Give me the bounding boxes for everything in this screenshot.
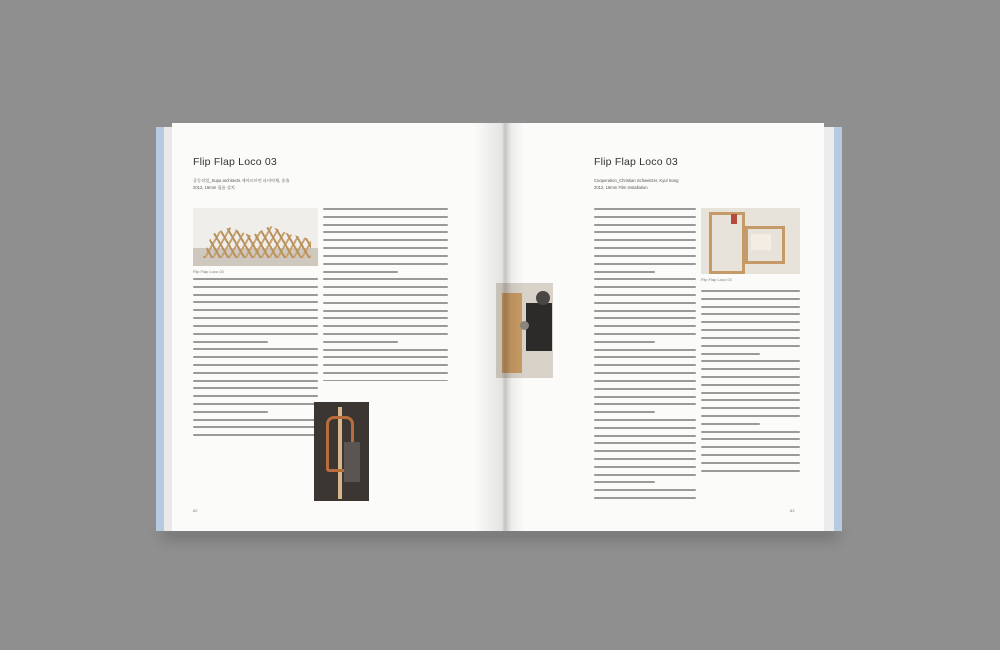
text-line-bar bbox=[701, 431, 800, 433]
text-line bbox=[323, 239, 448, 245]
text-column-2 bbox=[323, 206, 448, 381]
text-line bbox=[594, 380, 696, 386]
text-line bbox=[701, 438, 800, 444]
text-line-bar bbox=[701, 470, 800, 472]
text-line-bar bbox=[594, 396, 696, 398]
text-line-bar bbox=[193, 403, 318, 405]
text-line bbox=[701, 329, 800, 335]
text-line-bar bbox=[193, 348, 318, 350]
photo-caption: Flip Flap Loco 03 bbox=[701, 277, 732, 282]
text-line-bar bbox=[594, 403, 696, 405]
text-line bbox=[323, 364, 448, 370]
text-line bbox=[323, 247, 448, 253]
text-line-bar bbox=[193, 301, 318, 303]
text-line bbox=[193, 356, 318, 362]
text-line-bar bbox=[701, 345, 800, 347]
text-line-bar bbox=[701, 478, 800, 479]
text-line-bar bbox=[594, 435, 696, 437]
text-line-bar bbox=[701, 298, 800, 300]
text-line-bar bbox=[594, 372, 696, 374]
text-line bbox=[594, 310, 696, 316]
text-line bbox=[594, 419, 696, 425]
text-line bbox=[193, 411, 318, 417]
text-line bbox=[701, 290, 800, 296]
text-line-bar bbox=[701, 399, 800, 401]
text-line-bar bbox=[323, 239, 448, 241]
text-line-bar bbox=[594, 278, 696, 280]
text-line-bar bbox=[594, 442, 696, 444]
text-line-bar bbox=[193, 356, 318, 358]
text-line bbox=[701, 306, 800, 312]
text-line bbox=[594, 317, 696, 323]
text-line-bar bbox=[323, 208, 448, 210]
text-line bbox=[594, 481, 696, 487]
text-line bbox=[701, 337, 800, 343]
text-line-bar bbox=[193, 294, 318, 296]
text-line bbox=[701, 470, 800, 476]
text-line-bar bbox=[701, 454, 800, 456]
text-line bbox=[323, 278, 448, 284]
text-line bbox=[193, 395, 318, 401]
text-line bbox=[594, 349, 696, 355]
text-line bbox=[193, 317, 318, 323]
text-line-bar bbox=[323, 325, 448, 327]
text-line bbox=[323, 372, 448, 378]
text-line bbox=[594, 286, 696, 292]
text-line-bar bbox=[594, 419, 696, 421]
text-line-bar bbox=[323, 372, 448, 374]
text-line-bar bbox=[594, 216, 696, 218]
text-line-bar bbox=[193, 380, 318, 382]
text-line bbox=[323, 286, 448, 292]
text-line-bar bbox=[594, 474, 696, 476]
text-line bbox=[701, 446, 800, 452]
text-line bbox=[594, 231, 696, 237]
photo-metal-part bbox=[344, 442, 360, 482]
text-line-bar bbox=[594, 333, 696, 335]
text-line bbox=[594, 403, 696, 409]
text-line-bar bbox=[323, 294, 448, 296]
text-line bbox=[193, 341, 318, 347]
text-line-bar bbox=[594, 317, 696, 319]
text-line-bar bbox=[323, 247, 448, 249]
text-line-bar bbox=[701, 368, 800, 370]
text-column-1 bbox=[594, 206, 696, 499]
right-page bbox=[494, 123, 824, 531]
book-spread bbox=[156, 123, 842, 531]
text-line bbox=[594, 396, 696, 402]
photo-wood-frame bbox=[709, 212, 745, 274]
text-line-bar bbox=[193, 387, 318, 389]
text-line-bar bbox=[323, 349, 448, 351]
page-stack-right bbox=[823, 127, 834, 531]
installation-photo bbox=[193, 208, 318, 266]
text-line-bar bbox=[701, 462, 800, 464]
text-line bbox=[594, 278, 696, 284]
text-line bbox=[323, 310, 448, 316]
text-line bbox=[193, 387, 318, 393]
text-line-bar bbox=[594, 489, 696, 491]
text-line bbox=[323, 231, 448, 237]
text-line-bar bbox=[323, 231, 448, 233]
text-line-bar bbox=[193, 333, 318, 335]
text-line bbox=[594, 247, 696, 253]
text-line bbox=[323, 216, 448, 222]
spine-gutter bbox=[474, 123, 524, 531]
text-line bbox=[594, 263, 696, 269]
text-line bbox=[701, 368, 800, 374]
text-line-bar bbox=[193, 419, 318, 421]
text-line bbox=[323, 302, 448, 308]
text-line-bar bbox=[701, 353, 760, 355]
text-line bbox=[594, 489, 696, 495]
text-line-bar bbox=[193, 309, 318, 311]
text-line bbox=[594, 271, 696, 277]
text-line-bar bbox=[594, 380, 696, 382]
page-number: 62 bbox=[193, 508, 198, 513]
text-line-bar bbox=[323, 286, 448, 288]
page-number: 63 bbox=[790, 508, 795, 513]
text-line bbox=[701, 353, 800, 359]
text-line-bar bbox=[701, 384, 800, 386]
text-line bbox=[323, 317, 448, 323]
text-line-bar bbox=[323, 341, 398, 343]
text-line-bar bbox=[701, 392, 800, 394]
text-line-bar bbox=[594, 458, 696, 460]
text-line bbox=[594, 356, 696, 362]
text-line-bar bbox=[193, 364, 318, 366]
text-line-bar bbox=[323, 271, 398, 273]
text-line bbox=[323, 263, 448, 269]
text-column-1 bbox=[193, 276, 318, 436]
workshop-photo bbox=[701, 208, 800, 274]
text-line-bar bbox=[323, 380, 448, 381]
text-line-bar bbox=[594, 325, 696, 327]
text-line-bar bbox=[193, 434, 318, 436]
text-line bbox=[323, 255, 448, 261]
text-line-bar bbox=[594, 466, 696, 468]
text-line bbox=[594, 466, 696, 472]
text-line bbox=[323, 349, 448, 355]
text-line bbox=[594, 442, 696, 448]
text-line bbox=[701, 454, 800, 460]
text-line bbox=[323, 294, 448, 300]
text-line-bar bbox=[323, 263, 448, 265]
photo-light bbox=[751, 234, 771, 250]
text-line-bar bbox=[594, 364, 696, 366]
text-line-bar bbox=[323, 224, 448, 226]
text-line-bar bbox=[701, 438, 800, 440]
text-line bbox=[323, 208, 448, 214]
text-line-bar bbox=[193, 317, 318, 319]
text-line bbox=[701, 376, 800, 382]
text-line-bar bbox=[701, 423, 760, 425]
text-line bbox=[594, 411, 696, 417]
text-line bbox=[701, 360, 800, 366]
text-line-bar bbox=[323, 310, 448, 312]
text-line bbox=[193, 403, 318, 409]
text-line bbox=[193, 372, 318, 378]
text-line-bar bbox=[594, 388, 696, 390]
text-line-bar bbox=[701, 446, 800, 448]
text-line bbox=[323, 356, 448, 362]
text-line-bar bbox=[701, 313, 800, 315]
text-line-bar bbox=[323, 333, 448, 335]
photo-caption: Flip Flap Loco 03 bbox=[193, 269, 224, 274]
text-line bbox=[193, 434, 318, 436]
text-line bbox=[594, 435, 696, 441]
text-line-bar bbox=[701, 337, 800, 339]
text-line-bar bbox=[594, 411, 655, 413]
text-line-bar bbox=[594, 302, 696, 304]
photo-projector-body bbox=[526, 303, 552, 351]
text-line-bar bbox=[323, 302, 448, 304]
text-line bbox=[193, 301, 318, 307]
left-page bbox=[172, 123, 504, 531]
text-line-bar bbox=[323, 255, 448, 257]
text-line-bar bbox=[193, 325, 318, 327]
cover-edge-right bbox=[834, 127, 842, 531]
text-line-bar bbox=[193, 278, 318, 280]
text-line bbox=[701, 407, 800, 413]
text-line-bar bbox=[594, 481, 655, 483]
text-line-bar bbox=[594, 286, 696, 288]
text-line bbox=[323, 325, 448, 331]
text-line bbox=[594, 497, 696, 499]
text-line bbox=[701, 415, 800, 421]
text-line bbox=[701, 478, 800, 479]
text-line bbox=[193, 380, 318, 386]
text-line-bar bbox=[701, 329, 800, 331]
text-line bbox=[701, 321, 800, 327]
text-line-bar bbox=[594, 310, 696, 312]
text-line bbox=[594, 216, 696, 222]
text-line bbox=[193, 286, 318, 292]
text-line bbox=[594, 450, 696, 456]
text-line-bar bbox=[701, 360, 800, 362]
text-line-bar bbox=[193, 395, 318, 397]
wooden-sculpture bbox=[203, 224, 311, 258]
text-line bbox=[594, 325, 696, 331]
text-line bbox=[701, 384, 800, 390]
credit-line-2: 2012, 16mm 필름 설치 bbox=[193, 185, 235, 190]
text-line bbox=[193, 294, 318, 300]
text-line bbox=[701, 298, 800, 304]
text-line bbox=[323, 271, 448, 277]
cover-edge-left bbox=[156, 127, 164, 531]
text-line-bar bbox=[701, 407, 800, 409]
text-line-bar bbox=[594, 450, 696, 452]
credit-line-1: Cooperation_Christian Schweitzer, Kyul Song bbox=[594, 178, 679, 183]
text-line-bar bbox=[594, 224, 696, 226]
text-line-bar bbox=[323, 278, 448, 280]
page-title: Flip Flap Loco 03 bbox=[193, 156, 277, 168]
text-line bbox=[594, 224, 696, 230]
text-column-2 bbox=[701, 288, 800, 478]
text-line bbox=[701, 423, 800, 429]
text-line bbox=[594, 372, 696, 378]
photo-film-reel bbox=[536, 291, 550, 305]
text-line-bar bbox=[701, 306, 800, 308]
text-line-bar bbox=[594, 497, 696, 499]
text-line-bar bbox=[594, 271, 655, 273]
detail-photo bbox=[314, 402, 369, 501]
text-line bbox=[701, 345, 800, 351]
text-line-bar bbox=[594, 341, 655, 343]
credit-line-1: 공동작업_Supa architects 제아르브린 파비아체, 송율 bbox=[193, 178, 290, 183]
text-line bbox=[594, 208, 696, 214]
text-line-bar bbox=[594, 255, 696, 257]
text-line-bar bbox=[323, 356, 448, 358]
text-line bbox=[701, 392, 800, 398]
text-line-bar bbox=[701, 321, 800, 323]
text-line-bar bbox=[701, 290, 800, 292]
text-line-bar bbox=[323, 364, 448, 366]
text-line-bar bbox=[594, 294, 696, 296]
text-line bbox=[193, 309, 318, 315]
text-line bbox=[594, 255, 696, 261]
text-line bbox=[594, 364, 696, 370]
text-line bbox=[323, 224, 448, 230]
text-line bbox=[594, 427, 696, 433]
text-line bbox=[701, 399, 800, 405]
text-line bbox=[193, 333, 318, 339]
text-line-bar bbox=[594, 247, 696, 249]
photo-red-object bbox=[731, 214, 737, 224]
text-line bbox=[193, 426, 318, 432]
text-line-bar bbox=[594, 356, 696, 358]
text-line bbox=[594, 474, 696, 480]
text-line-bar bbox=[594, 427, 696, 429]
text-line bbox=[594, 239, 696, 245]
text-line-bar bbox=[594, 239, 696, 241]
text-line-bar bbox=[323, 317, 448, 319]
text-line bbox=[323, 333, 448, 339]
text-line-bar bbox=[193, 372, 318, 374]
credit-line-2: 2012, 16mm Film Installation bbox=[594, 185, 648, 190]
text-line bbox=[701, 431, 800, 437]
text-line-bar bbox=[594, 208, 696, 210]
text-line bbox=[594, 341, 696, 347]
text-line-bar bbox=[193, 341, 268, 343]
text-line-bar bbox=[323, 216, 448, 218]
text-line bbox=[594, 294, 696, 300]
text-line bbox=[594, 388, 696, 394]
text-line bbox=[193, 278, 318, 284]
text-line-bar bbox=[594, 263, 696, 265]
text-line-bar bbox=[193, 411, 268, 413]
text-line-bar bbox=[193, 286, 318, 288]
text-line bbox=[323, 380, 448, 381]
text-line-bar bbox=[701, 415, 800, 417]
text-line bbox=[323, 341, 448, 347]
text-line bbox=[701, 313, 800, 319]
text-line bbox=[594, 302, 696, 308]
text-line bbox=[701, 462, 800, 468]
text-line-bar bbox=[594, 349, 696, 351]
text-line bbox=[594, 458, 696, 464]
text-line-bar bbox=[193, 426, 318, 428]
text-line bbox=[193, 348, 318, 354]
text-line bbox=[594, 333, 696, 339]
text-line bbox=[193, 419, 318, 425]
text-line-bar bbox=[594, 231, 696, 233]
text-line bbox=[193, 325, 318, 331]
text-line bbox=[193, 364, 318, 370]
text-line-bar bbox=[701, 376, 800, 378]
page-title: Flip Flap Loco 03 bbox=[594, 156, 678, 168]
